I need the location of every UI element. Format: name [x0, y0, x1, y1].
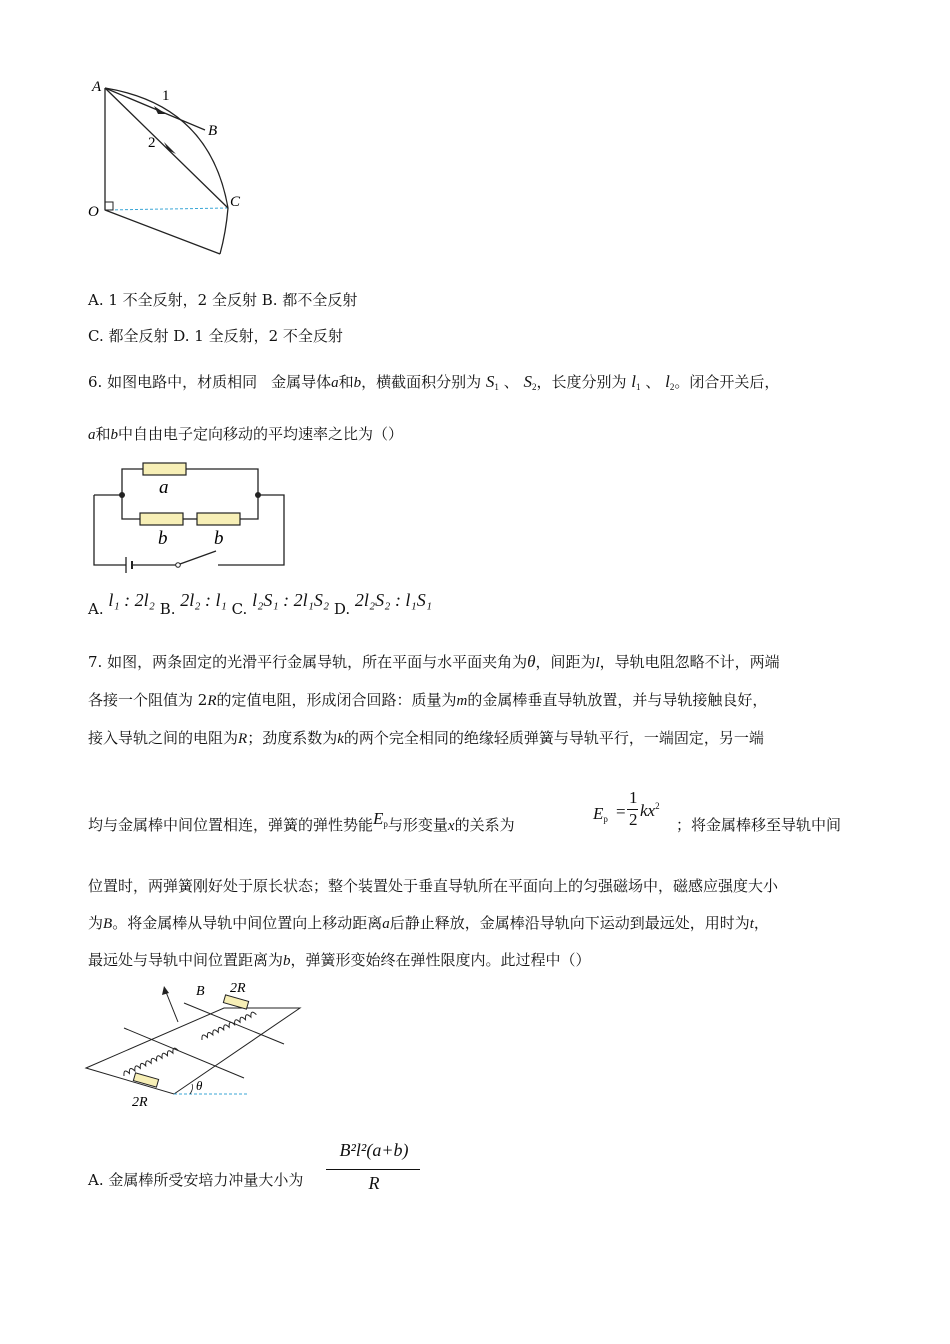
- right-angle-mark: [105, 202, 113, 210]
- label-b2: b: [214, 528, 224, 549]
- label-ray-1: 1: [162, 88, 170, 104]
- q7-line2: 各接一个阻值为 2R的定值电阻，形成闭合回路：质量为m的金属棒垂直导轨放置，并与导轨接触良好，: [88, 691, 768, 709]
- switch-pivot: [176, 563, 181, 568]
- q7-optionA-fraction: B²l²(a+b) R: [326, 1138, 422, 1198]
- q7-line3: 接入导轨之间的电阻为R；劲度系数为k的两个完全相同的绝缘轻质弹簧与导轨平行，一端固定，另一端: [88, 729, 764, 747]
- label-O: O: [88, 204, 99, 220]
- q5-options-line2: C. 都全反射 D. 1 全反射，2 不全反射: [88, 327, 343, 345]
- q7-formula-Ep: $E_p$ = 1 2 $kx^2$: [593, 788, 660, 829]
- q7-line5: 位置时，两弹簧刚好处于原长状态；整个装置处于垂直导轨所在平面向上的匀强磁场中，磁感应强度大小: [88, 877, 779, 895]
- junction-right: [255, 492, 261, 498]
- ray-2: [105, 88, 228, 208]
- metal-rod-right-ext: [184, 1003, 284, 1044]
- resistor-b1: [140, 513, 183, 525]
- rails-figure: [84, 978, 309, 1113]
- label-A: A: [92, 79, 102, 95]
- metal-rod-left-ext: [124, 1028, 244, 1078]
- q6-stem-line2: a和b中自由电子定向移动的平均速率之比为（）: [88, 425, 404, 443]
- arc-lower: [220, 208, 228, 254]
- resistor-bottom: [133, 1073, 158, 1087]
- label-B: B: [208, 123, 218, 139]
- switch-arm: [180, 551, 216, 564]
- label-b1: b: [158, 528, 168, 549]
- label-theta: θ: [196, 1078, 203, 1093]
- q7-optionA-text: A. 金属棒所受安培力冲量大小为: [88, 1171, 304, 1189]
- resistor-a: [143, 463, 186, 475]
- q7-line6: 为B。将金属棒从导轨中间位置向上移动距离a后静止释放，金属棒沿导轨向下运动到最远处，用时为t，: [88, 914, 769, 932]
- circuit-figure: [88, 455, 293, 575]
- q6-stem-line1: 6. 如图电路中，材质相同 金属导体a和b，横截面积分别为 $S_1$ 、 $S_2$，长度分别为 $l_1$ 、 $l_2$。闭合开关后，: [88, 372, 780, 392]
- label-ray-2: 2: [148, 135, 156, 151]
- spring-lower: [122, 1047, 178, 1076]
- spring-upper: [200, 1011, 256, 1040]
- field-arrow-line: [166, 992, 178, 1022]
- label-2R-bottom: 2R: [132, 1095, 148, 1110]
- label-C: C: [230, 194, 241, 210]
- label-a: a: [159, 477, 169, 498]
- q6-options: A. l₁ : 2l₂ B. 2l₂ : l₁ C. l₂S₁ : 2l₁S₂ D. 2l₂S₂ : l₁S₁: [88, 590, 432, 618]
- q5-options-line1: A. 1 不全反射，2 全反射 B. 都不全反射: [88, 291, 358, 309]
- q7-line1: 7. 如图，两条固定的光滑平行金属导轨，所在平面与水平面夹角为θ，间距为l，导轨电阻忽略不计，两端: [88, 652, 780, 671]
- label-field-B: B: [196, 984, 205, 999]
- dashed-OC: [105, 208, 228, 210]
- ray-1: [105, 88, 205, 130]
- label-2R-top: 2R: [230, 981, 246, 996]
- q7-line4: 均与金属棒中间位置相连，弹簧的弹性势能$E_p$与形变量x的关系为: [88, 809, 515, 834]
- resistor-b2: [197, 513, 240, 525]
- q7-line7: 最远处与导轨中间位置距离为b，弹簧形变始终在弹性限度内。此过程中（）: [88, 951, 591, 969]
- field-arrow-head: [162, 986, 169, 995]
- line-O-bottom: [105, 210, 220, 254]
- junction-left: [119, 492, 125, 498]
- q7-line4-end: ；将金属棒移至导轨中间: [676, 816, 842, 834]
- resistor-top: [223, 995, 248, 1009]
- optics-figure: [80, 70, 270, 270]
- angle-arc: [190, 1084, 193, 1094]
